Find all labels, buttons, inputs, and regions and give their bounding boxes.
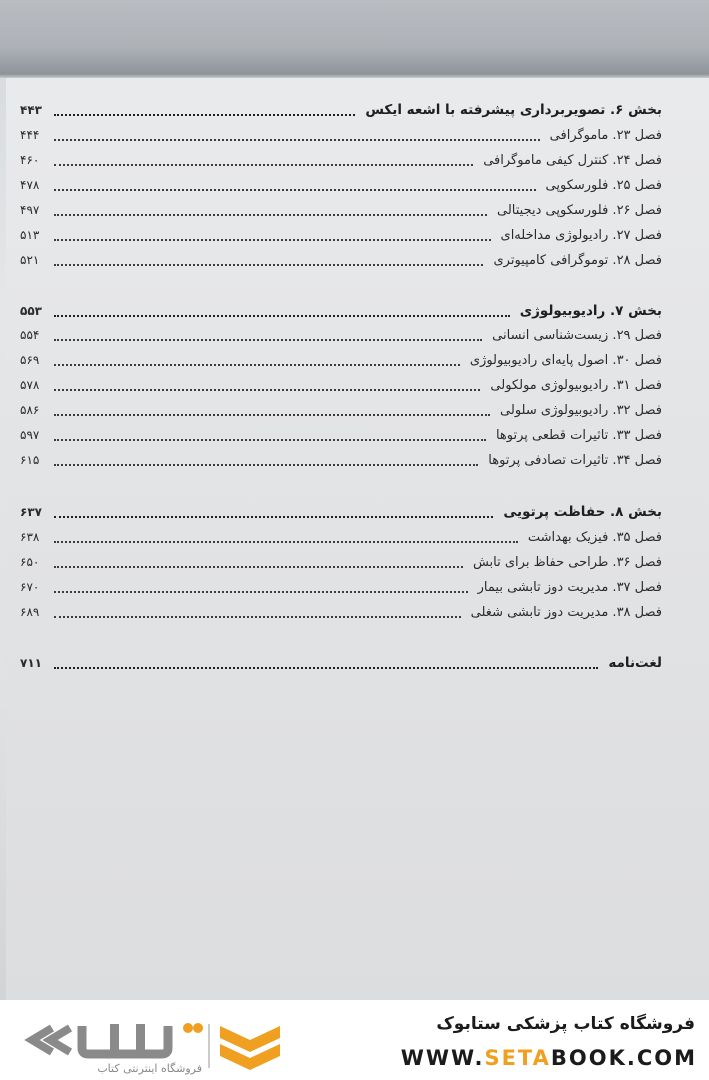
page-number: ۵۵۴ bbox=[20, 328, 40, 342]
page-number: ۵۷۸ bbox=[20, 378, 40, 392]
toc-chapter-row bbox=[20, 448, 662, 472]
toc-section-row bbox=[20, 500, 662, 524]
dot-leader bbox=[54, 264, 483, 266]
toc-chapter-row bbox=[20, 373, 662, 397]
dot-leader bbox=[54, 566, 463, 568]
dot-leader bbox=[54, 139, 540, 141]
dot-leader bbox=[54, 389, 480, 391]
toc-chapter-row bbox=[20, 575, 662, 599]
dot-leader bbox=[54, 189, 536, 191]
url-suffix: BOOK.COM bbox=[550, 1046, 697, 1070]
page-number: ۶۷۰ bbox=[20, 580, 40, 594]
url-prefix: WWW. bbox=[400, 1046, 485, 1070]
toc-chapter-row bbox=[20, 600, 662, 624]
toc-chapter-row bbox=[20, 398, 662, 422]
chapter-title: فصل ۲۳. ماموگرافی bbox=[549, 127, 662, 143]
toc-chapter-row bbox=[20, 248, 662, 272]
dot-leader bbox=[54, 591, 468, 593]
section-title: بخش ۶. تصویربرداری پیشرفته با اشعه ایکس bbox=[365, 102, 662, 118]
page-number: ۴۴۳ bbox=[20, 103, 42, 117]
page-number: ۵۲۱ bbox=[20, 253, 40, 267]
dot-leader bbox=[54, 164, 473, 166]
toc-chapter-row bbox=[20, 550, 662, 574]
page-number: ۴۷۸ bbox=[20, 178, 40, 192]
page-number: ۴۴۴ bbox=[20, 128, 40, 142]
page-number: ۶۳۸ bbox=[20, 530, 40, 544]
setabook-logo bbox=[12, 1018, 282, 1076]
page-number: ۴۹۷ bbox=[20, 203, 40, 217]
toc-chapter-row bbox=[20, 348, 662, 372]
chapter-title: فصل ۳۵. فیزیک بهداشت bbox=[527, 529, 662, 545]
dot-leader bbox=[54, 364, 460, 366]
section-title: بخش ۷. رادیوبیولوژی bbox=[519, 303, 662, 319]
toc-section-row bbox=[20, 98, 662, 122]
dot-leader bbox=[54, 239, 491, 241]
dot-leader bbox=[54, 414, 490, 416]
chapter-title: فصل ۳۱. رادیوبیولوژی مولکولی bbox=[490, 377, 662, 393]
page-number: ۶۱۵ bbox=[20, 453, 40, 467]
chapter-title: فصل ۲۴. کنترل کیفی ماموگرافی bbox=[483, 152, 662, 168]
website-url[interactable] bbox=[401, 1046, 697, 1070]
chapter-title: فصل ۳۳. تاثیرات قطعی پرتوها bbox=[495, 427, 662, 443]
chapter-title: فصل ۳۴. تاثیرات تصادفی پرتوها bbox=[488, 452, 662, 468]
dot-leader bbox=[54, 516, 493, 518]
page-number: ۵۶۹ bbox=[20, 353, 40, 367]
dot-leader bbox=[54, 214, 487, 216]
dot-leader bbox=[54, 315, 510, 317]
toc-chapter-row bbox=[20, 148, 662, 172]
chapter-title: فصل ۲۹. زیست‌شناسی انسانی bbox=[492, 327, 662, 343]
chapter-title: فصل ۳۰. اصول پایه‌ای رادیوبیولوژی bbox=[469, 352, 662, 368]
scanner-band bbox=[0, 0, 709, 78]
page-number: ۵۸۶ bbox=[20, 403, 40, 417]
page-number: ۶۸۹ bbox=[20, 605, 40, 619]
logo-subtitle: فروشگاه اینترنتی کتاب bbox=[97, 1062, 202, 1075]
chapter-title: فصل ۳۸. مدیریت دوز تابشی شغلی bbox=[470, 604, 662, 620]
dot-leader bbox=[54, 339, 482, 341]
chapter-title: فصل ۳۷. مدیریت دوز تابشی بیمار bbox=[477, 579, 662, 595]
chapter-title: فصل ۲۶. فلورسکوپی دیجیتالی bbox=[497, 202, 662, 218]
footer-banner bbox=[0, 1000, 709, 1080]
chapter-title: فصل ۲۸. توموگرافی کامپیوتری bbox=[493, 252, 662, 268]
chevron-logo-icon bbox=[220, 1026, 280, 1070]
dot-leader bbox=[54, 541, 518, 543]
page-number: ۶۳۷ bbox=[20, 505, 42, 519]
page-number: ۵۹۷ bbox=[20, 428, 40, 442]
chapter-title: فصل ۳۲. رادیوبیولوژی سلولی bbox=[500, 402, 662, 418]
url-accent: SETA bbox=[484, 1046, 551, 1070]
toc-chapter-row bbox=[20, 173, 662, 197]
dot-leader bbox=[54, 616, 461, 618]
chapter-title: فصل ۲۵. فلورسکوپی bbox=[545, 177, 662, 193]
page-number: ۶۵۰ bbox=[20, 555, 40, 569]
setabook-wordmark bbox=[32, 1023, 203, 1054]
dot-leader bbox=[54, 464, 478, 466]
toc-chapter-row bbox=[20, 123, 662, 147]
toc-chapter-row bbox=[20, 323, 662, 347]
page-number: ۵۵۳ bbox=[20, 304, 42, 318]
page-number: ۴۶۰ bbox=[20, 153, 40, 167]
toc-chapter-row bbox=[20, 423, 662, 447]
section-title: بخش ۸. حفاظت پرتویی bbox=[503, 504, 662, 520]
toc-chapter-row bbox=[20, 525, 662, 549]
logo-divider bbox=[208, 1024, 210, 1068]
toc-page bbox=[6, 78, 709, 1000]
dot-leader bbox=[54, 114, 355, 116]
toc-chapter-row bbox=[20, 223, 662, 247]
section-title: لغت‌نامه bbox=[608, 655, 662, 671]
page-number: ۵۱۳ bbox=[20, 228, 40, 242]
toc-section-row bbox=[20, 299, 662, 323]
toc-section-row bbox=[20, 651, 662, 675]
page-number: ۷۱۱ bbox=[20, 656, 42, 670]
toc-chapter-row bbox=[20, 198, 662, 222]
chapter-title: فصل ۳۶. طراحی حفاظ برای تابش bbox=[472, 554, 662, 570]
dot-leader bbox=[54, 439, 486, 441]
dot-leader bbox=[54, 667, 598, 669]
shop-name: فروشگاه کتاب پزشکی ستابوک bbox=[436, 1014, 695, 1034]
chapter-title: فصل ۲۷. رادیولوژی مداخله‌ای bbox=[500, 227, 662, 243]
